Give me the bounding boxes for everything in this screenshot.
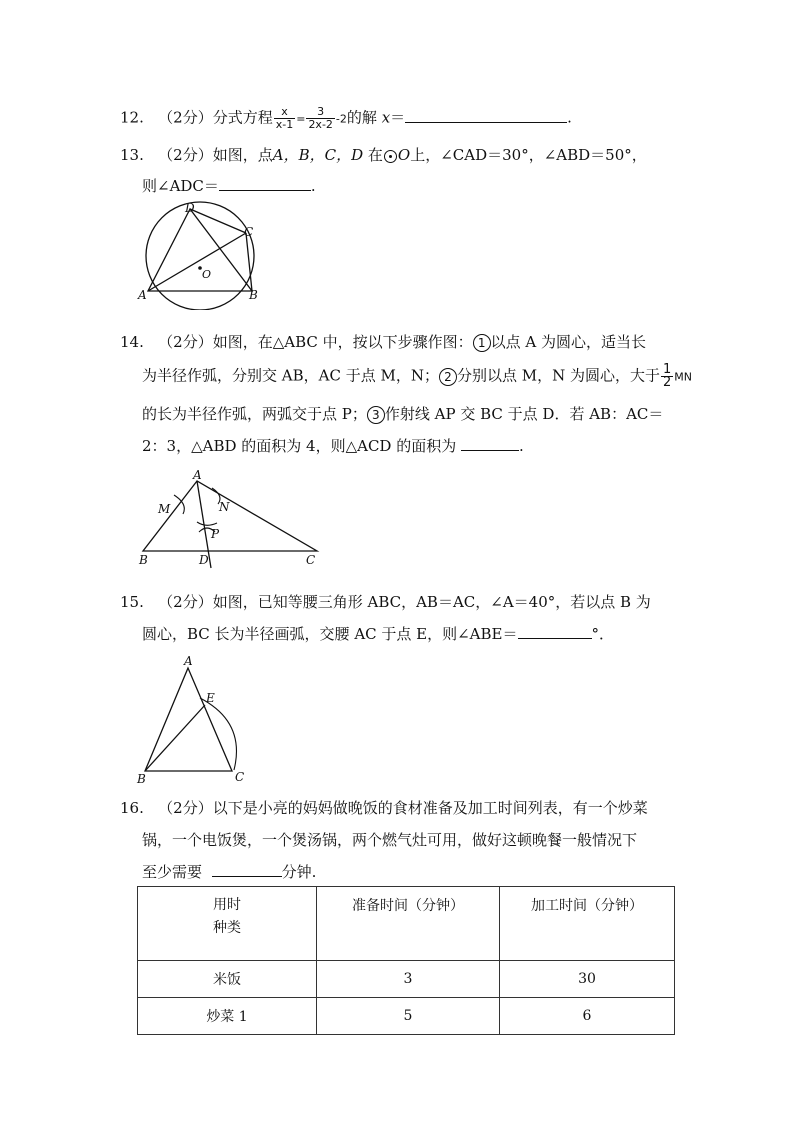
label-B: B xyxy=(137,772,146,786)
figure-14-triangle xyxy=(136,466,326,570)
label-B: B xyxy=(249,288,258,302)
header-cook-time: 加工时间（分钟） xyxy=(500,887,675,961)
question-16-line-3: 至少需要 分钟. xyxy=(142,863,317,881)
answer-blank-12[interactable] xyxy=(405,108,567,123)
triangle-abc xyxy=(145,668,232,771)
answer-blank-13[interactable] xyxy=(219,176,311,191)
label-E: E xyxy=(206,691,215,705)
label-A: A xyxy=(184,654,193,668)
answer-blank-16[interactable] xyxy=(212,862,282,877)
label-O: O xyxy=(202,268,212,281)
ingredient-time-table xyxy=(137,886,675,1035)
label-B: B xyxy=(139,553,148,567)
table-row: 米饭 3 30 xyxy=(138,961,675,998)
label-N: N xyxy=(219,500,230,514)
question-15-line-2: 圆心，BC 长为半径画弧，交腰 AC 于点 E，则∠ABE＝ °． xyxy=(142,625,615,643)
label-P: P xyxy=(211,527,220,541)
segment-be xyxy=(145,705,205,771)
question-14-line-4: 2：3，△ABD 的面积为 4，则△ACD 的面积为 . xyxy=(142,437,524,455)
circle-symbol-icon xyxy=(384,150,397,163)
label-D: D xyxy=(185,201,195,215)
question-16: 16. （2分）以下是小亮的妈妈做晚饭的食材准备及加工时间列表，有一个炒菜 xyxy=(120,799,648,817)
header-category: 用时 种类 xyxy=(138,887,317,961)
label-D: D xyxy=(199,553,209,567)
table-row: 炒菜 1 5 6 xyxy=(138,998,675,1035)
question-14-line-3: 的长为半径作弧，两弧交于点 P； 3 作射线 AP 交 BC 于点 D．若 AB：AC＝ xyxy=(142,405,664,423)
figure-13-circle xyxy=(136,198,266,310)
triangle-abc xyxy=(143,481,317,551)
fraction-x-over-x-minus-1: $\frac{x}{x-1}$ xyxy=(275,105,294,131)
answer-blank-14[interactable] xyxy=(461,436,519,451)
question-14-line-2: 为半径作弧，分别交 AB，AC 于点 M，N； 2 分别以点 M，N 为圆心，大于 $\frac{1}{2}$ MN xyxy=(142,362,693,390)
label-C: C xyxy=(235,770,245,784)
question-16-line-2: 锅，一个电饭煲，一个煲汤锅，两个燃气灶可用，做好这顿晚餐一般情况下 xyxy=(142,831,638,849)
label-M: M xyxy=(158,502,171,516)
question-12: 12. （2分）分式方程 $\frac{x}{x-1}$ = $\frac{3}{2x-2}$ -2的解 x＝ . xyxy=(120,105,572,131)
label-A: A xyxy=(138,288,147,302)
answer-blank-15[interactable] xyxy=(518,624,592,639)
label-C: C xyxy=(244,225,254,239)
figure-15-isosceles-triangle xyxy=(134,652,254,786)
label-C: C xyxy=(306,553,316,567)
question-13: 13. （2分）如图，点A，B，C，D 在 O上，∠CAD＝30°，∠ABD＝50°， xyxy=(120,146,647,164)
arc-p-1 xyxy=(197,522,217,525)
question-14: 14. （2分）如图，在△ABC 中，按以下步骤作图： 1 以点 A 为圆心，适当长 xyxy=(120,333,647,351)
step-1-badge: 1 xyxy=(473,334,491,352)
triangle-dab xyxy=(148,209,252,291)
circle-o xyxy=(146,202,254,310)
table-header-row xyxy=(138,887,675,961)
question-13-line-2: 则∠ADC＝ . xyxy=(142,177,316,195)
fraction-one-half: $\frac{1}{2}$ xyxy=(663,362,672,390)
step-3-badge: 3 xyxy=(367,406,385,424)
fraction-3-over-2x-minus-2: $\frac{3}{2x-2}$ xyxy=(308,105,333,131)
label-A: A xyxy=(193,468,202,482)
question-15: 15. （2分）如图，已知等腰三角形 ABC，AB＝AC，∠A＝40°，若以点 B 为 xyxy=(120,593,651,611)
step-2-badge: 2 xyxy=(439,368,457,386)
header-prep-time: 准备时间（分钟） xyxy=(317,887,500,961)
